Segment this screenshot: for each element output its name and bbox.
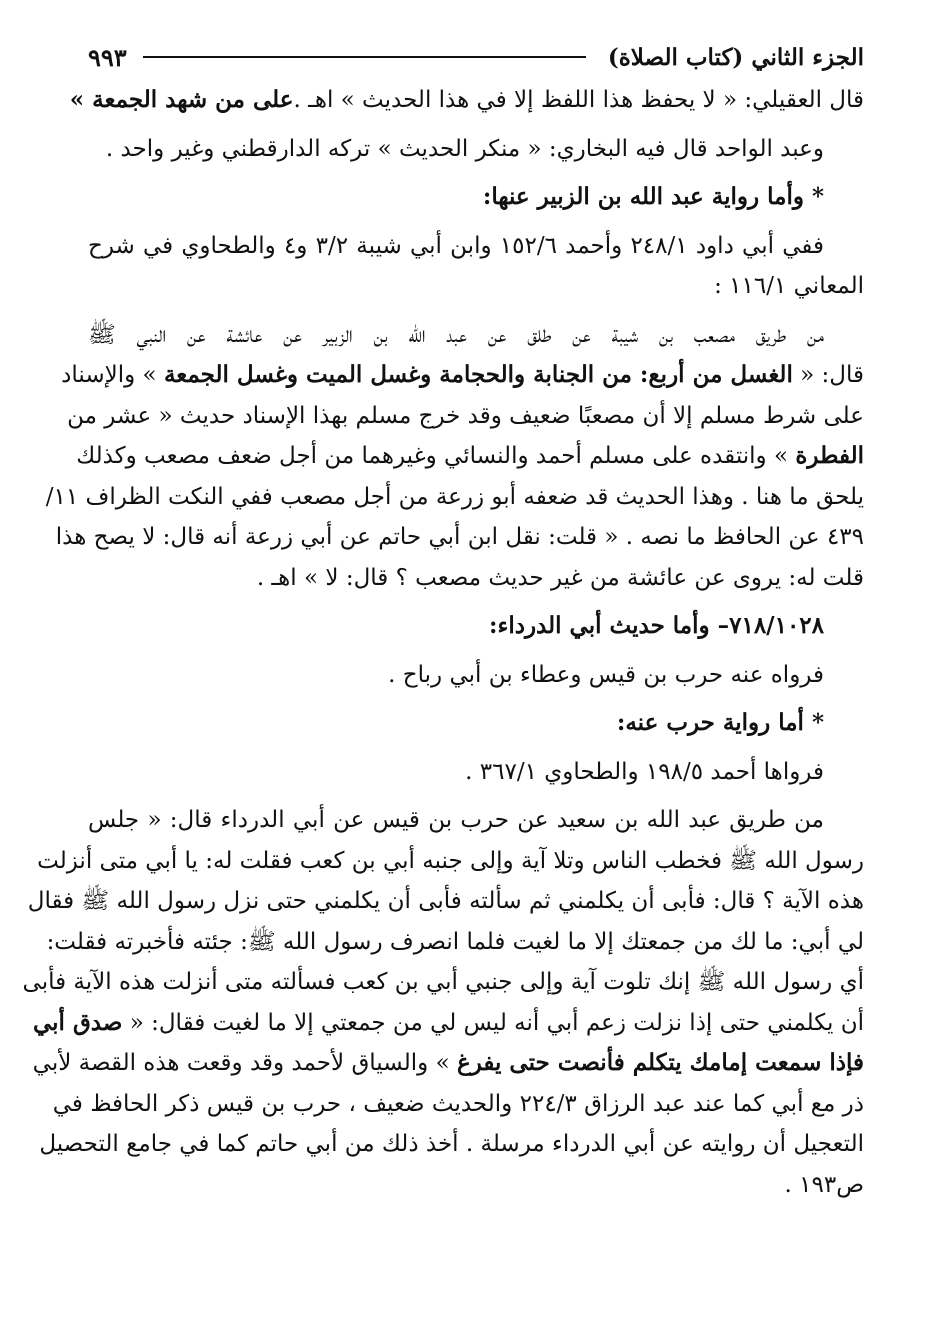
text-line (37, 841, 864, 882)
text-line (61, 355, 864, 396)
line-text: أن يكلمني حتى إذا نزلت زعم أبي أنه ليس لي من جمعتي إلا ما لغيت فقال: « (122, 1009, 864, 1036)
bold-text: الفطرة (795, 442, 864, 469)
text-line (27, 881, 864, 922)
text-line (32, 1043, 864, 1084)
header-rule (143, 56, 586, 58)
body-text (22, 80, 864, 1205)
text-line (88, 800, 864, 841)
line-text: ذر مع أبي كما عند عبد الرزاق ٢٢٤/٣ والحديث ضعيف ، حرب بن قيس ذكر الحافظ في (52, 1090, 864, 1117)
paragraph-gap (88, 169, 864, 177)
paragraph (88, 655, 864, 696)
paragraph-gap (88, 218, 864, 226)
text-line (39, 1124, 864, 1165)
text-line (88, 558, 864, 599)
text-line (46, 922, 864, 963)
line-text: لي أبي: ما لك من جمعتك إلا ما لغيت فلما انصرف رسول الله ﷺ: جئته فأخبرته فقلت: (46, 928, 864, 955)
text-line (52, 1084, 864, 1125)
line-text: هذه الآية ؟ قال: فأبى أن يكلمني ثم سألته فأبى أن يكلمني حتى نزل رسول الله ﷺ فقال (27, 888, 864, 914)
text-line (67, 396, 864, 437)
text-line (76, 436, 864, 477)
paragraph (88, 606, 864, 647)
bold-text: * وأما رواية عبد الله بن الزبير عنها: (482, 183, 824, 210)
line-text: ٤٣٩ عن الحافظ ما نصه . « قلت: نقل ابن أبي حاتم عن أبي زرعة أنه قال: لا يصح هذا (55, 524, 864, 550)
text-line (88, 703, 864, 744)
line-text: على شرط مسلم إلا أن مصعبًا ضعيف وقد خرج مسلم بهذا الإسناد حديث « عشر من (67, 402, 864, 429)
text-line (45, 477, 864, 518)
paragraph-gap (88, 598, 864, 606)
line-text: قال العقيلي: « لا يحفظ هذا اللفظ إلا في هذا الحديث » اهـ . (293, 87, 864, 113)
paragraph-gap (88, 647, 864, 655)
line-text: » والسياق لأحمد وقد وقعت هذه القصة لأبي (32, 1050, 457, 1076)
paragraph-gap (88, 307, 864, 315)
text-line (69, 80, 864, 121)
text-line (88, 1165, 864, 1206)
line-text: » وانتقده على مسلم أحمد والنسائي وغيرهما من أجل ضعف مصعب وكذلك (76, 443, 796, 469)
line-text: فرواها أحمد ١٩٨/٥ والطحاوي ٣٦٧/١ . (465, 758, 824, 785)
bold-text: * أما رواية حرب عنه: (616, 709, 824, 736)
line-text: المعاني ١١٦/١ : (714, 273, 864, 299)
paragraph (45, 315, 864, 599)
text-line (55, 517, 864, 558)
paragraph-gap (88, 744, 864, 752)
text-line (88, 752, 864, 793)
line-text: قلت له: يروى عن عائشة من غير حديث مصعب ؟ قال: لا » اهـ . (256, 564, 864, 591)
text-line (88, 266, 864, 307)
line-text: أي رسول الله ﷺ إنك تلوت آية وإلى جنبي أبي بن كعب فسألته متى أنزلت هذه الآية فأبى (22, 969, 864, 995)
text-line (22, 962, 864, 1003)
line-text: فرواه عنه حرب بن قيس وعطاء بن أبي رباح . (388, 661, 824, 688)
line-text: من طريق عبد الله بن سعيد عن حرب بن قيس عن أبي الدرداء قال: « جلس (88, 807, 824, 833)
text-line (32, 1003, 864, 1044)
paragraph (88, 177, 864, 218)
page-header (88, 34, 864, 80)
paragraph (88, 752, 864, 793)
paragraph-gap (88, 792, 864, 800)
line-text: رسول الله ﷺ فخطب الناس وتلا آية وإلى جنبه أبي بن كعب فقلت له: يا أبي متى أنزلت (37, 847, 864, 874)
text-line (88, 606, 864, 647)
line-text: يلحق ما هنا . وهذا الحديث قد ضعفه أبو زرعة من أجل مصعب ففي النكت الظراف ١١/ (45, 483, 864, 510)
bold-text: صدق أبي (32, 1008, 123, 1036)
text-line (88, 177, 864, 218)
paragraph (88, 703, 864, 744)
paragraph (22, 800, 864, 1205)
line-text: ففي أبي داود ٢٤٨/١ وأحمد ١٥٢/٦ وابن أبي شيبة ٣/٢ و٤ والطحاوي في شرح (88, 232, 824, 259)
document-page (22, 34, 864, 1324)
text-line (88, 655, 864, 696)
line-text: التعجيل أن روايته عن أبي الدرداء مرسلة . أخذ ذلك من أبي حاتم كما في جامع التحصيل (39, 1131, 864, 1157)
paragraph-gap (88, 121, 864, 129)
line-text: قال: « (792, 362, 864, 388)
text-line (88, 315, 864, 356)
paragraph (88, 129, 864, 170)
bold-text: ٧١٨/١٠٢٨– وأما حديث أبي الدرداء: (489, 612, 824, 639)
text-line (88, 226, 864, 267)
page-number: ٩٩٣ (88, 42, 127, 72)
line-text: » والإسناد (61, 362, 164, 388)
line-text: وعبد الواحد قال فيه البخاري: « منكر الحديث » تركه الدارقطني وغير واحد . (105, 135, 824, 162)
bold-text: على من شهد الجمعة » (69, 86, 294, 113)
line-text: من طريق مصعب بن شيبة عن طلق عن عبد الله بن الزبير عن عائشة عن النبي ﷺ (88, 321, 824, 348)
line-text: ص١٩٣ . (784, 1171, 864, 1198)
paragraph (88, 226, 864, 307)
text-line (88, 129, 864, 170)
bold-text: فإذا سمعت إمامك يتكلم فأنصت حتى يفرغ (456, 1049, 864, 1076)
bold-text: الغسل من أربع: من الجنابة والحجامة وغسل الميت وغسل الجمعة (163, 361, 793, 388)
paragraph-gap (88, 695, 864, 703)
paragraph (69, 80, 864, 121)
running-title: الجزء الثاني (كتاب الصلاة) (607, 43, 864, 71)
